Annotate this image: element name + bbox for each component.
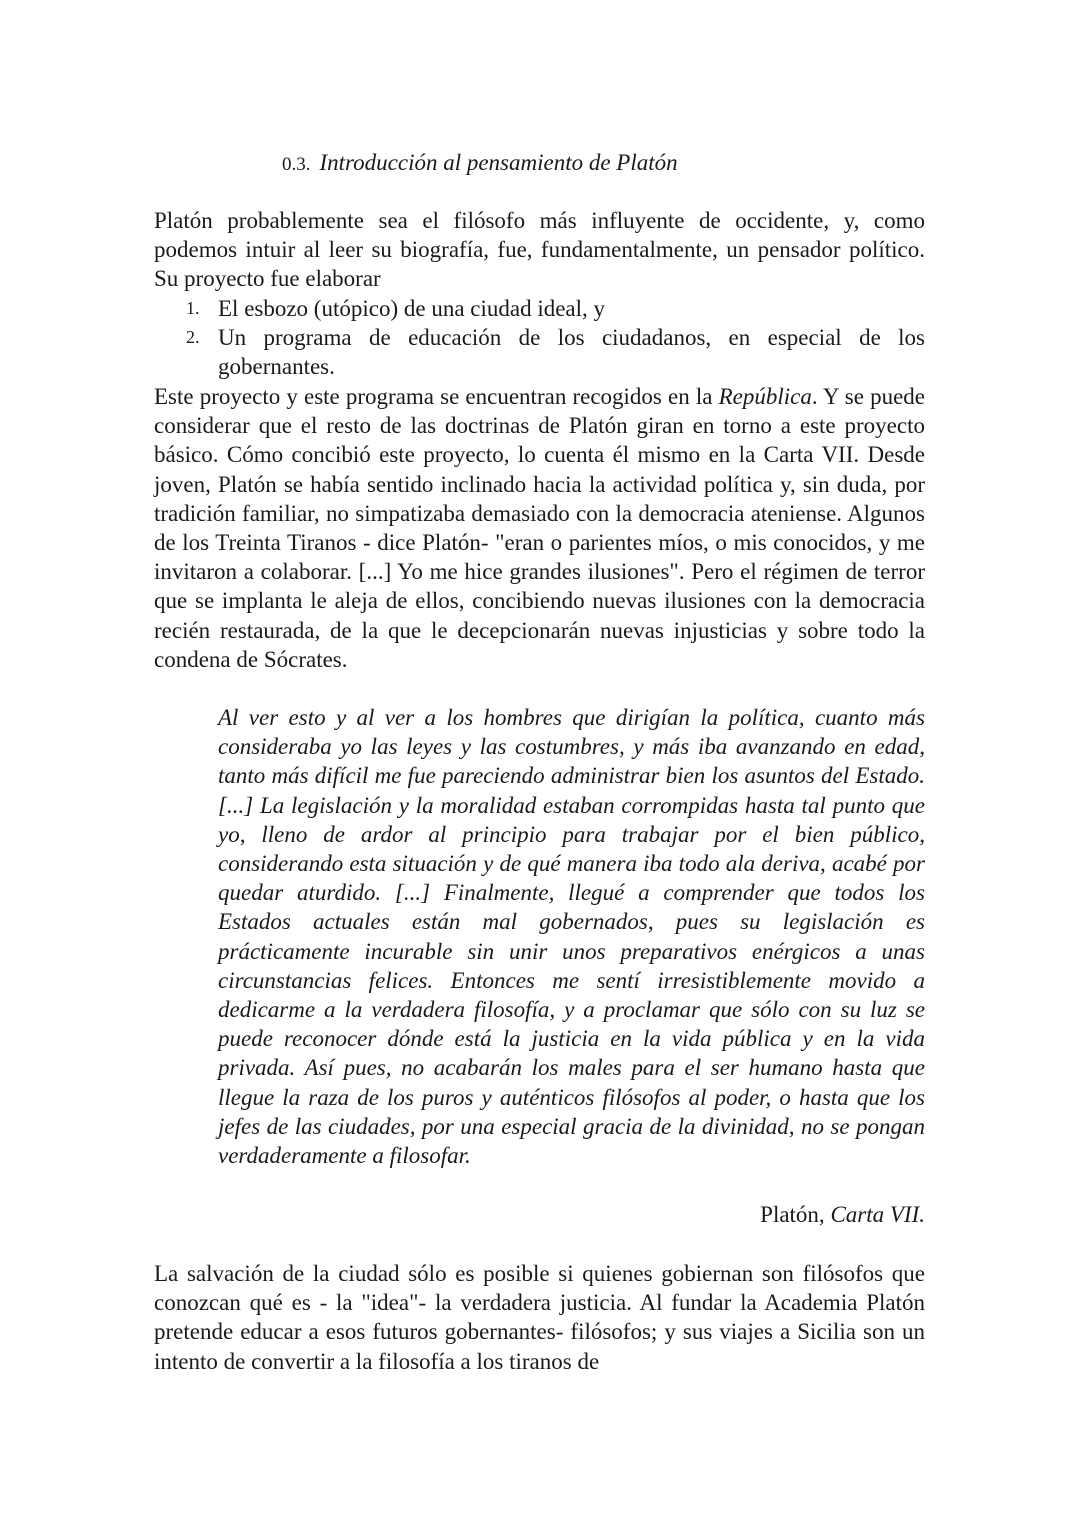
list-item-text: Un programa de educación de los ciudadanos, en especial de los gobernantes. bbox=[218, 325, 925, 380]
section-title: Introducción al pensamiento de Platón bbox=[319, 150, 678, 175]
closing-paragraph: La salvación de la ciudad sólo es posible si quienes gobiernan son filósofos que conozcan qué es - la "idea"- la verdadera justicia. Al fundar la Academia Platón pretende educar a esos futuros gobernantes- filósofos; y sus viajes a Sicilia son un intento de convertir a la filosofía a los tiranos de bbox=[154, 1261, 925, 1374]
attribution-work: Carta VII. bbox=[830, 1202, 925, 1227]
list-item bbox=[154, 323, 925, 381]
work-title-republica: República bbox=[718, 384, 812, 409]
context-text-start: Este proyecto y este programa se encuentran recogidos en la bbox=[154, 384, 719, 409]
section-heading bbox=[282, 148, 678, 180]
list-marker: 1. bbox=[186, 298, 200, 318]
block-quote: Al ver esto y al ver a los hombres que dirigían la política, cuanto más consideraba yo las leyes y las costumbres, y más iba avanzando en edad, tanto más difícil me fue pareciendo administrar bien los asuntos del Estado. [...] La legislación y la moralidad estaban corrompidas hasta tal punto que yo, lleno de ardor al principio para trabajar por el bien público, considerando esta situación y de qué manera iba todo ala deriva, acabé por quedar aturdido. [...] Finalmente, llegué a comprender que todos los Estados actuales están mal gobernados, pues su legislación es prácticamente incurable sin unir unos preparativos enérgicos a unas circunstancias felices. Entonces me sentí irresistiblemente movido a dedicarme a la verdadera filosofía, y a proclamar que sólo con su luz se puede reconocer dónde está la justicia en la vida pública y en la vida privada. Así pues, no acabarán los males para el ser humano hasta que llegue la raza de los puros y auténticos filósofos al poder, o hasta que los jefes de las ciudades, por una especial gracia de la divinidad, no se pongan verdaderamente a filosofar. bbox=[218, 705, 925, 1169]
quote-attribution bbox=[760, 1200, 925, 1230]
context-text-rest: . Y se puede considerar que el resto de las doctrinas de Platón giran en torno a este proyecto básico. Cómo concibió este proyecto, lo cuenta él mismo en la Carta VII. Desde joven, Platón se había sentido inclinado hacia la actividad política y, sin duda, por tradición familiar, no simpatizaba demasiado con la democracia ateniense. Algunos de los Treinta Tiranos - dice Platón- "eran o parientes míos, o mis conocidos, y me invitaron a colaborar. [...] Yo me hice grandes ilusiones". Pero el régimen de terror que se implanta le aleja de ellos, concibiendo nuevas ilusiones con la democracia recién restaurada, de la que le decepcionarán nuevas injusticias y sobre todo la condena de Sócrates. bbox=[154, 384, 926, 672]
list-item bbox=[154, 294, 925, 323]
section-number: 0.3. bbox=[282, 154, 311, 175]
attribution-author: Platón, bbox=[760, 1202, 831, 1227]
list-item-text: El esbozo (utópico) de una ciudad ideal, y bbox=[218, 296, 606, 321]
project-list bbox=[154, 294, 925, 382]
context-paragraph bbox=[154, 382, 925, 674]
list-marker: 2. bbox=[186, 327, 200, 348]
intro-paragraph: Platón probablemente sea el filósofo más influyente de occidente, y, como podemos intuir al leer su biografía, fue, fundamentalmente, un pensador político. Su proyecto fue elaborar bbox=[154, 208, 925, 292]
